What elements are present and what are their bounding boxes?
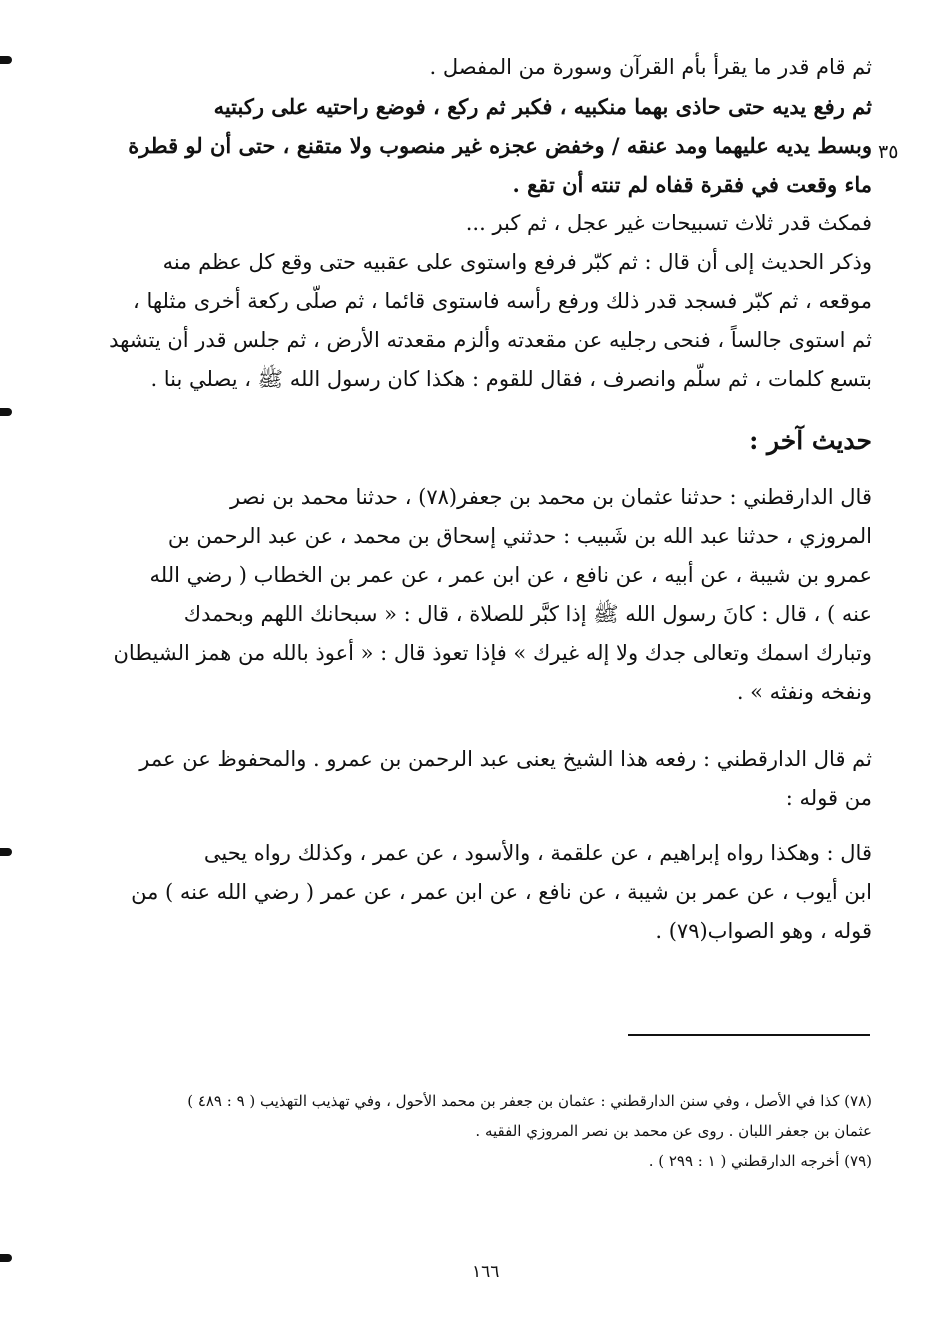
text-line: من قوله : <box>785 786 872 810</box>
section-heading: حديث آخر : <box>749 426 872 455</box>
text-line: ماء وقعت في فقرة قفاه لم تنته أن تقع . <box>512 172 872 197</box>
footnote-divider <box>628 1034 870 1036</box>
text-line: ثم استوى جالساً ، فنحى رجليه عن مقعدته وألزم مقعدته الأرض ، ثم جلس قدر أن يتشهد <box>109 328 872 352</box>
text-line: وتبارك اسمك وتعالى جدك ولا إله غيرك » فإذا تعوذ قال : « أعوذ بالله من همز الشيطان <box>113 641 872 665</box>
page-number: ١٦٦ <box>472 1262 500 1282</box>
paragraph-block-4 <box>105 834 872 951</box>
footnote-line: عثمان بن جعفر اللبان . روى عن محمد بن نصر المروزي الفقيه . <box>475 1122 872 1140</box>
text-line: ابن أيوب ، عن عمر بن شيبة ، عن نافع ، عن ابن عمر ، عن عمر ( رضي الله عنه ) من <box>131 880 872 904</box>
text-line: قوله ، وهو الصواب(٧٩) . <box>655 919 872 943</box>
text-line: قال : وهكذا رواه إبراهيم ، عن علقمة ، والأسود ، عن عمر ، وكذلك رواه يحيى <box>203 841 872 865</box>
margin-mark <box>0 848 12 856</box>
text-line: عمرو بن شيبة ، عن أبيه ، عن نافع ، عن ابن عمر ، عن عمر بن الخطاب ( رضي الله <box>149 563 872 587</box>
text-line: ونفخه ونفثه » . <box>736 680 872 704</box>
footnote-line: (٧٨) كذا في الأصل ، وفي سنن الدارقطني : عثمان بن جعفر بن محمد الأحول ، وفي تهذيب التهذيب ( ٩ : ٤٨٩ ) <box>187 1092 872 1110</box>
text-line: ثم رفع يديه حتى حاذى بهما منكبيه ، فكبر ثم ركع ، فوضع راحتيه على ركبتيه <box>213 94 872 119</box>
text-line: موقعه ، ثم كبّر فسجد قدر ذلك ورفع رأسه فاستوى قائما ، ثم صلّى ركعة أخرى مثلها ، <box>133 289 872 313</box>
margin-mark <box>0 56 12 64</box>
footnote-line: (٧٩) أخرجه الدارقطني ( ١ : ٢٩٩ ) . <box>648 1152 872 1170</box>
text-line: قال الدارقطني : حدثنا عثمان بن محمد بن جعفر(٧٨) ، حدثنا محمد بن نصر <box>229 485 872 509</box>
paragraph-block-1 <box>105 48 872 399</box>
text-line: بتسع كلمات ، ثم سلّم وانصرف ، فقال للقوم : هكذا كان رسول الله ﷺ ، يصلي بنا . <box>150 367 872 391</box>
margin-mark <box>0 408 12 416</box>
paragraph-block-2 <box>105 478 872 712</box>
margin-mark <box>0 1254 12 1262</box>
text-line: وذكر الحديث إلى أن قال : ثم كبّر فرفع واستوى على عقبيه حتى وقع كل عظم منه <box>162 250 872 274</box>
text-line: عنه ) ، قال : كانَ رسول الله ﷺ إذا كبَّر للصلاة ، قال : « سبحانك اللهم وبحمدك <box>183 602 872 626</box>
text-line: المروزي ، حدثنا عبد الله بن شَبيب : حدثني إسحاق بن محمد ، عن عبد الرحمن بن <box>167 524 872 548</box>
text-line: ثم قام قدر ما يقرأ بأم القرآن وسورة من المفصل . <box>429 55 872 79</box>
text-line: وبسط يديه عليهما ومد عنقه / وخفض عجزه غير منصوب ولا متقنع ، حتى أن لو قطرة <box>128 133 872 158</box>
text-line: فمكث قدر ثلاث تسبيحات غير عجل ، ثم كبر ... <box>465 211 872 235</box>
footnotes <box>112 1086 872 1176</box>
text-line: ثم قال الدارقطني : رفعه هذا الشيخ يعنى عبد الرحمن بن عمرو . والمحفوظ عن عمر <box>139 747 872 771</box>
line-marker: ٣٥ <box>878 141 899 163</box>
paragraph-block-3 <box>105 740 872 818</box>
